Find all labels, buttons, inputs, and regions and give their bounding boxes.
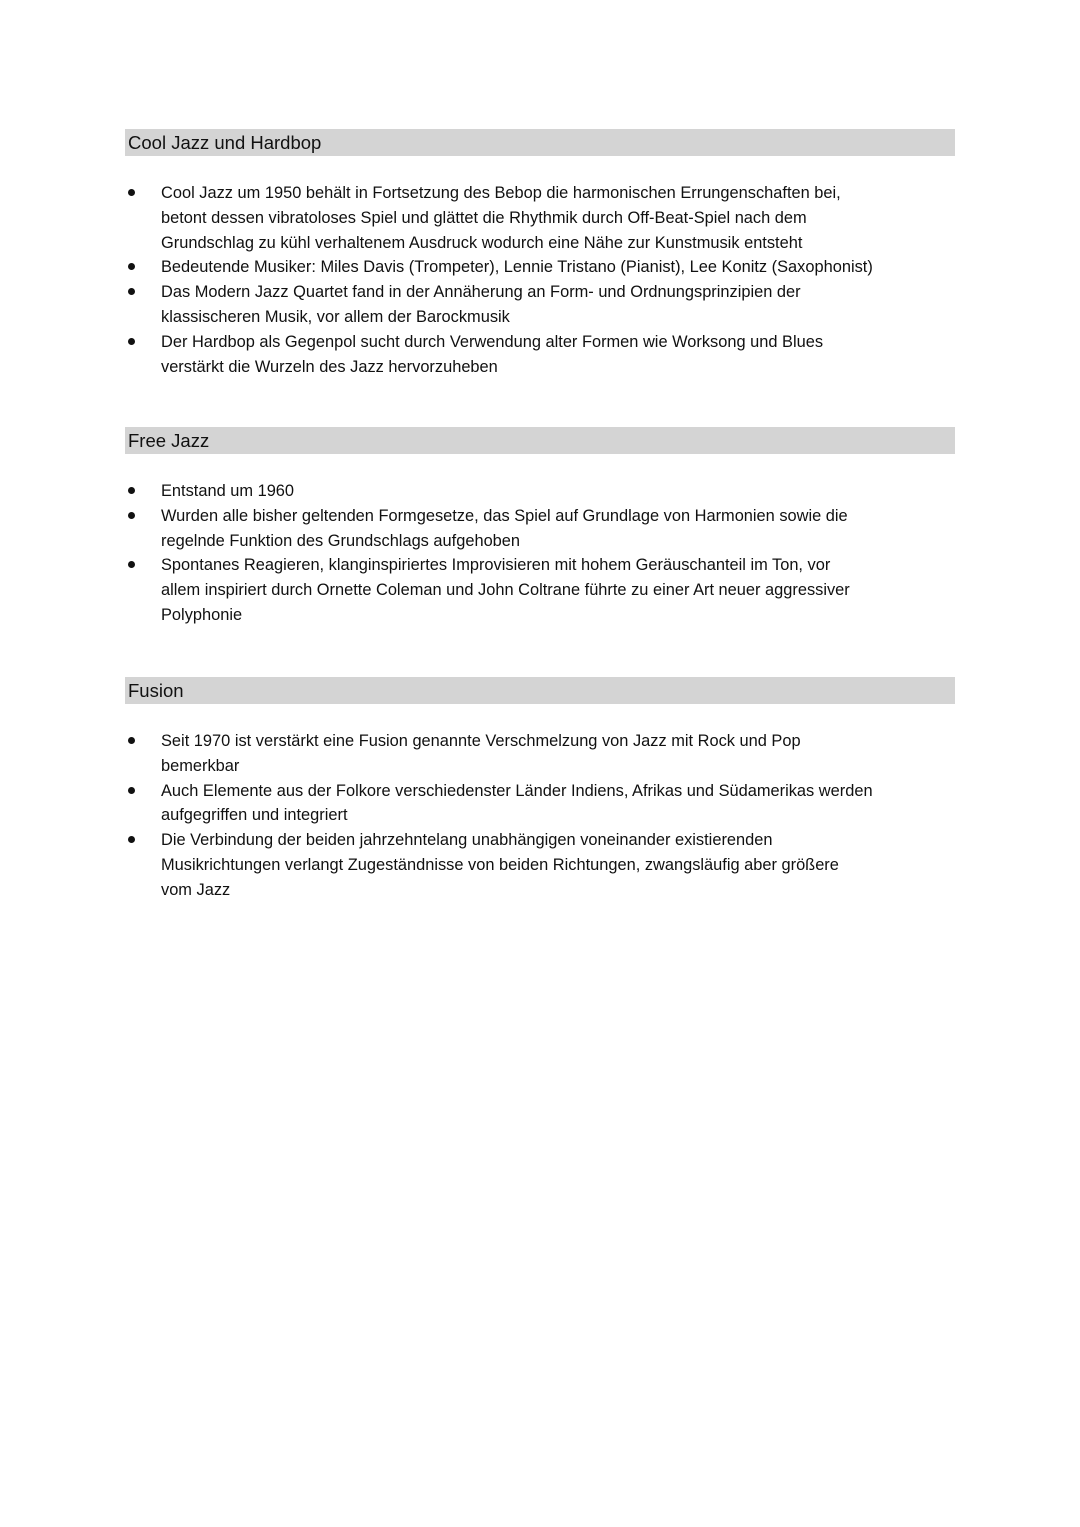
list-item-line: Das Modern Jazz Quartet fand in der Annäherung an Form- und Ordnungsprinzipien der [161, 283, 801, 302]
section-fusion [125, 677, 955, 903]
list-item-line: allem inspiriert durch Ornette Coleman und John Coltrane führte zu einer Art neuer aggressiver [161, 581, 850, 600]
list-item-line: Cool Jazz um 1950 behält in Fortsetzung des Bebop die harmonischen Errungenschaften bei, [161, 184, 841, 202]
bullet-icon [128, 263, 135, 270]
list-item-line: Seit 1970 ist verstärkt eine Fusion genannte Verschmelzung von Jazz mit Rock und Pop [161, 732, 801, 750]
section-cool-jazz [125, 129, 955, 379]
list-item-line: vom Jazz [161, 880, 231, 899]
bullet-list [125, 479, 955, 628]
bullet-icon [128, 836, 135, 843]
list-item-line: klassischeren Musik, vor allem der Barockmusik [161, 307, 510, 326]
section-heading: Cool Jazz und Hardbop [125, 129, 955, 156]
section-free-jazz [125, 427, 955, 628]
bullet-icon [128, 487, 135, 494]
bullet-icon [128, 787, 135, 794]
list-item-line: Entstand um 1960 [161, 482, 295, 500]
bullet-list [125, 181, 955, 379]
list-item-line: Spontanes Reagieren, klanginspiriertes Improvisieren mit hohem Geräuschanteil im Ton, vor [161, 556, 831, 575]
list-item [125, 729, 955, 779]
list-item-line: bemerkbar [161, 756, 240, 775]
list-item-line: Wurden alle bisher geltenden Formgesetze, das Spiel auf Grundlage von Harmonien sowie die [161, 506, 848, 525]
list-item-line: Die Verbindung der beiden jahrzehntelang unabhängigen voneinander existierenden [161, 831, 773, 850]
list-item-line: betont dessen vibratoloses Spiel und glättet die Rhythmik durch Off-Beat-Spiel nach dem [161, 208, 807, 227]
list-item-line: aufgegriffen und integriert [161, 806, 348, 825]
list-item [125, 828, 955, 902]
list-item-line: Der Hardbop als Gegenpol sucht durch Verwendung alter Formen wie Worksong und Blues [161, 332, 824, 351]
list-item-line: verstärkt die Wurzeln des Jazz hervorzuheben [161, 357, 498, 376]
bullet-icon [128, 561, 135, 568]
list-item-line: regelnde Funktion des Grundschlags aufgehoben [161, 531, 521, 550]
list-item-line: Polyphonie [161, 605, 243, 624]
list-item-line: Auch Elemente aus der Folkore verschiedenster Länder Indiens, Afrikas und Südamerikas werden [161, 781, 873, 800]
list-item-line: Grundschlag zu kühl verhaltenem Ausdruck wodurch eine Nähe zur Kunstmusik entsteht [161, 233, 803, 252]
bullet-icon [128, 288, 135, 295]
list-item [125, 479, 955, 504]
bullet-icon [128, 512, 135, 519]
bullet-icon [128, 737, 135, 744]
section-heading: Free Jazz [125, 427, 955, 454]
section-heading: Fusion [125, 677, 955, 704]
bullet-list [125, 729, 955, 903]
list-item [125, 255, 955, 280]
list-item [125, 779, 955, 829]
list-item-line: Bedeutende Musiker: Miles Davis (Trompeter), Lennie Tristano (Pianist), Lee Konitz (Saxophonist) [161, 258, 873, 277]
list-item [125, 330, 955, 380]
list-item [125, 181, 955, 255]
list-item [125, 553, 955, 627]
bullet-icon [128, 338, 135, 345]
list-item-line: Musikrichtungen verlangt Zugeständnisse von beiden Richtungen, zwangsläufig aber größere [161, 855, 839, 874]
list-item [125, 280, 955, 330]
list-item [125, 504, 955, 554]
bullet-icon [128, 189, 135, 196]
